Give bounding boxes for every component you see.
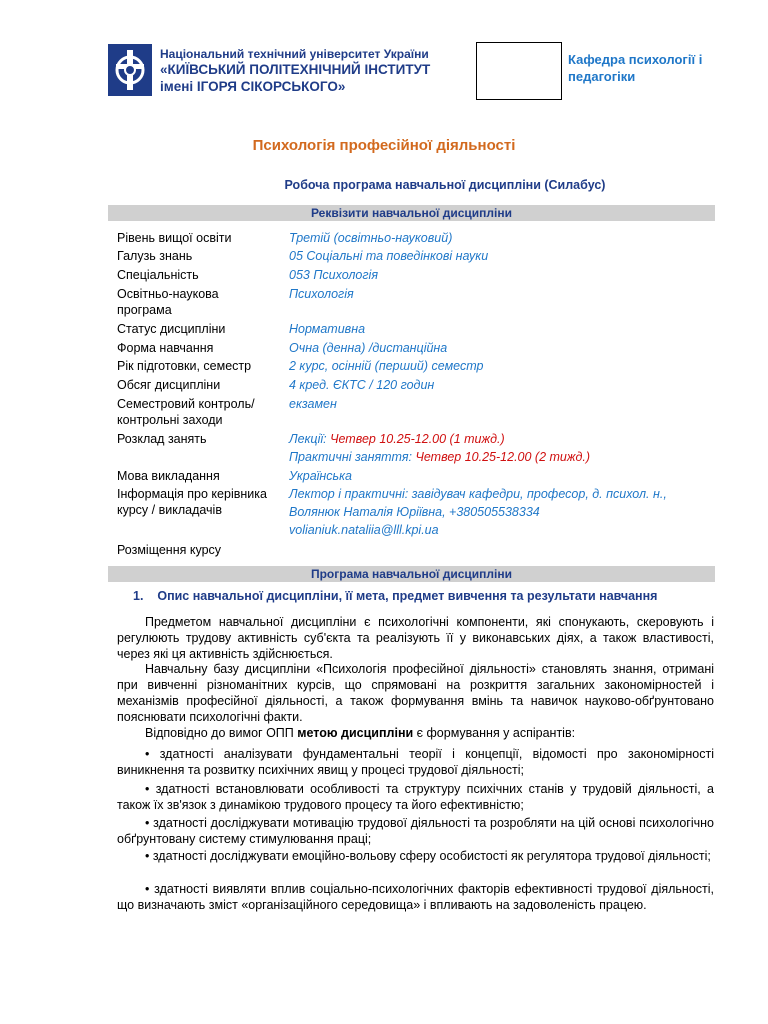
section-1-title: Опис навчальної дисципліни, її мета, предмет вивчення та результати навчання (157, 589, 658, 603)
university-name (160, 47, 480, 96)
section-1-number: 1. (133, 589, 144, 603)
schedule-practice-prefix: Практичні заняття: (289, 450, 416, 464)
row-label-schedule: Розклад занять (117, 432, 207, 446)
bullet-text-3: • здатності досліджувати мотивацію трудової діяльності та розробляти на цій основі психологічно обґрунтовану систему стимулювання праці; (117, 816, 714, 846)
row-label-volume: Обсяг дисципліни (117, 378, 221, 392)
schedule-lectures-prefix: Лекції: (289, 432, 331, 446)
bullet-item (117, 781, 714, 813)
row-value-instructor-email[interactable]: volianiuk.nataliia@lll.kpi.ua (289, 523, 439, 537)
row-label-study-form: Форма навчання (117, 341, 214, 355)
bullet-item (117, 881, 714, 913)
page-header (108, 40, 718, 110)
row-value-study-form: Очна (денна) /дистанційна (289, 341, 448, 355)
row-label-language: Мова викладання (117, 469, 220, 483)
bullet-text-4: • здатності досліджувати емоційно-вольову сферу особистості як регулятора трудової діяльності; (145, 849, 711, 863)
row-label-program: Освітньо-наукова програма (117, 287, 219, 317)
row-value-program: Психологія (289, 287, 354, 301)
row-value-specialty: 053 Психологія (289, 268, 378, 282)
bullet-text-5: • здатності виявляти вплив соціально-психологічних факторів ефективності трудової діяльності, що визначають зміст «організаційного середовища» і впливають на задоволеність працею. (117, 882, 714, 912)
row-value-control: екзамен (289, 397, 337, 411)
paragraph-base-text: Навчальну базу дисципліни «Психологія професійної діяльності» становлять знання, отримані при вивченні різноманітних курсів, що спрямовані на розкриття загальних закономірностей і механізмів професійної діяльності, а також формування вмінь та навичок науково-обґрунтовано пояснювати психологічні факти. (117, 662, 714, 724)
paragraph-subject-text: Предметом навчальної дисципліни є психологічні компоненти, які спонукають, скеровують і регулюють трудову активність суб'єкта та реалізують її у виконавських діях, а також властивості, через які ця активність здійснюється. (117, 615, 714, 661)
row-value-field: 05 Соціальні та поведінкові науки (289, 249, 489, 263)
row-label-year-semester: Рік підготовки, семестр (117, 359, 252, 373)
goal-bold: метою дисципліни (297, 726, 414, 740)
row-label-field: Галузь знань (117, 249, 193, 263)
row-label-placement: Розміщення курсу (117, 543, 222, 557)
paragraph-base (117, 661, 714, 725)
schedule-lectures-time: Четвер 10.25-12.00 (1 тижд.) (330, 432, 505, 446)
department-name: Кафедра психології і педагогіки (568, 52, 703, 84)
paragraph-goal (117, 725, 714, 741)
bullet-item (117, 815, 714, 847)
bullet-text-2: • здатності встановлювати особливості та структуру психічних станів у трудовій діяльності, а також їх зв'язок з динамікою трудового процесу та його ефективністю; (117, 782, 714, 812)
bullet-item (117, 848, 714, 864)
program-header: Програма навчальної дисципліни (108, 566, 715, 582)
schedule-practice-time: Четвер 10.25-12.00 (2 тижд.) (415, 450, 591, 464)
row-label-control: Семестровий контроль/ контрольні заходи (117, 397, 255, 427)
university-line3: імені ІГОРЯ СІКОРСЬКОГО» (160, 78, 346, 94)
requisites-header: Реквізити навчальної дисципліни (108, 205, 715, 221)
row-value-instructor: Лектор і практичні: завідувач кафедри, професор, д. психол. н., Волянюк Наталія Юріївна, +380505538334 (289, 487, 667, 519)
row-value-education-level: Третій (освітньо-науковий) (289, 231, 453, 245)
bullet-text-1: • здатності аналізувати фундаментальні теорії і концепції, відомості про закономірності виникнення та розвитку психічних явищ у процесі трудової діяльності; (117, 747, 714, 777)
row-label-specialty: Спеціальність (117, 268, 199, 282)
kpi-logo-icon (108, 44, 152, 96)
university-line1: Національний технічний університет України (160, 47, 429, 61)
row-value-schedule-lectures (289, 430, 505, 448)
row-label-instructor: Інформація про керівника курсу / викладачів (117, 487, 267, 517)
row-label-education-level: Рівень вищої освіти (117, 231, 232, 245)
university-line2: «КИЇВСЬКИЙ ПОЛІТЕХНІЧНИЙ ІНСТИТУТ (160, 62, 431, 77)
row-value-year-semester: 2 курс, осінній (перший) семестр (289, 359, 484, 373)
row-value-schedule-practice (289, 448, 590, 466)
goal-post: є формування у аспірантів: (413, 726, 576, 740)
section-1-heading (133, 589, 657, 603)
photo-placeholder (476, 42, 562, 100)
goal-pre: Відповідно до вимог ОПП (145, 726, 298, 740)
bullet-item (117, 746, 714, 778)
row-label-status: Статус дисципліни (117, 322, 226, 336)
paragraph-subject (117, 614, 714, 662)
row-value-language: Українська (289, 469, 352, 483)
row-value-volume: 4 кред. ЄКТС / 120 годин (289, 378, 435, 392)
row-value-status: Нормативна (289, 322, 366, 336)
course-title: Психологія професійної діяльності (252, 137, 516, 154)
syllabus-subtitle: Робоча програма навчальної дисципліни (Силабус) (284, 178, 606, 192)
